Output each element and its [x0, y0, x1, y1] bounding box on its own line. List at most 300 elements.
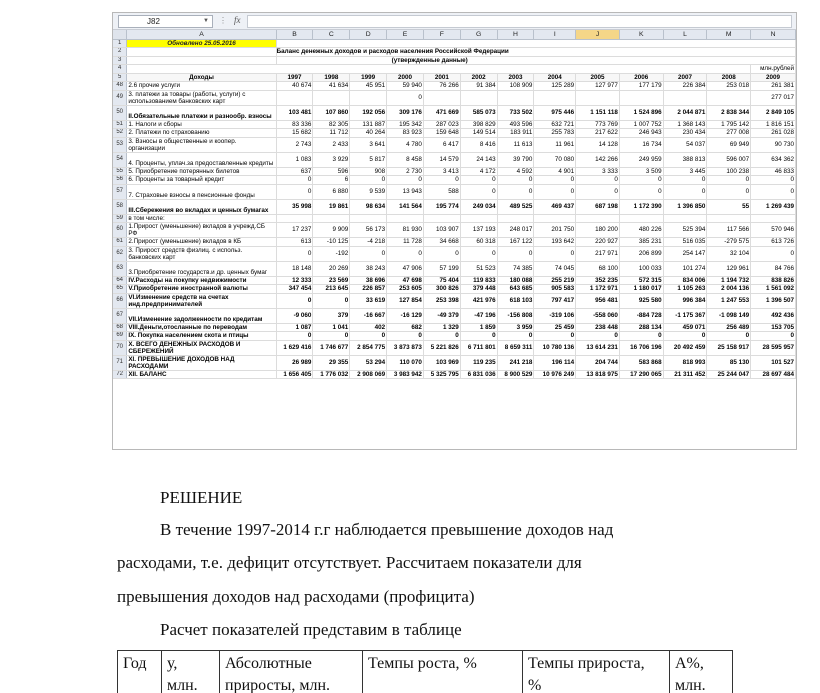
- value-cell[interactable]: 1 180 017: [619, 285, 663, 294]
- value-cell[interactable]: 85 130: [707, 355, 751, 370]
- value-cell[interactable]: 25 158 917: [707, 340, 751, 355]
- value-cell[interactable]: 398 829: [460, 120, 497, 129]
- sheet-title-cell[interactable]: Баланс денежных доходов и расходов населения Российской Федерации: [276, 48, 795, 57]
- value-cell[interactable]: 74 045: [534, 261, 576, 276]
- value-cell[interactable]: 103 969: [423, 355, 460, 370]
- value-cell[interactable]: 733 502: [497, 105, 534, 120]
- value-cell[interactable]: 16 706 196: [619, 340, 663, 355]
- row-number[interactable]: 66: [113, 293, 127, 308]
- value-cell[interactable]: 643 685: [497, 285, 534, 294]
- value-cell[interactable]: [497, 90, 534, 105]
- value-cell[interactable]: 0: [576, 176, 620, 185]
- value-cell[interactable]: 1 151 118: [576, 105, 620, 120]
- value-cell[interactable]: -319 106: [534, 308, 576, 323]
- value-cell[interactable]: [534, 214, 576, 223]
- value-cell[interactable]: 11 712: [313, 129, 350, 138]
- value-cell[interactable]: 3 959: [497, 323, 534, 332]
- value-cell[interactable]: 1 795 142: [707, 120, 751, 129]
- row-number[interactable]: 68: [113, 323, 127, 332]
- value-cell[interactable]: 195 774: [423, 199, 460, 214]
- value-cell[interactable]: 253 398: [423, 293, 460, 308]
- value-cell[interactable]: 834 006: [663, 276, 707, 285]
- value-cell[interactable]: 29 355: [313, 355, 350, 370]
- value-cell[interactable]: 3 509: [619, 167, 663, 176]
- value-cell[interactable]: 905 583: [534, 285, 576, 294]
- value-cell[interactable]: 773 769: [576, 120, 620, 129]
- value-cell[interactable]: 193 642: [534, 238, 576, 247]
- row-number[interactable]: 67: [113, 308, 127, 323]
- value-cell[interactable]: 682: [387, 323, 424, 332]
- row-label-cell[interactable]: VIII.Деньги,отосланные по переводам: [127, 323, 276, 332]
- value-cell[interactable]: 195 342: [387, 120, 424, 129]
- value-cell[interactable]: [707, 214, 751, 223]
- value-cell[interactable]: 6 880: [313, 184, 350, 199]
- row-label-cell[interactable]: 5. Приобретение потерянных билетов: [127, 167, 276, 176]
- row-number[interactable]: 59: [113, 214, 127, 223]
- column-header-b[interactable]: B: [276, 30, 313, 39]
- value-cell[interactable]: 0: [534, 184, 576, 199]
- value-cell[interactable]: 1 816 151: [751, 120, 796, 129]
- value-cell[interactable]: -884 728: [619, 308, 663, 323]
- row-number[interactable]: 54: [113, 152, 127, 167]
- value-cell[interactable]: 797 417: [534, 293, 576, 308]
- value-cell[interactable]: 6 711 801: [460, 340, 497, 355]
- value-cell[interactable]: 2 044 871: [663, 105, 707, 120]
- value-cell[interactable]: 261 381: [751, 82, 796, 91]
- value-cell[interactable]: [276, 90, 313, 105]
- value-cell[interactable]: 388 813: [663, 152, 707, 167]
- value-cell[interactable]: 1 172 971: [576, 285, 620, 294]
- value-cell[interactable]: 596: [313, 167, 350, 176]
- value-cell[interactable]: 1 746 677: [313, 340, 350, 355]
- value-cell[interactable]: 287 023: [423, 120, 460, 129]
- row-label-cell[interactable]: в том числе:: [127, 214, 276, 223]
- value-cell[interactable]: -9 060: [276, 308, 313, 323]
- value-cell[interactable]: 613 726: [751, 238, 796, 247]
- value-cell[interactable]: 11 728: [387, 238, 424, 247]
- row-label-cell[interactable]: 3. Прирост средств физлиц. с использ. банковских карт: [127, 246, 276, 261]
- value-cell[interactable]: 572 315: [619, 276, 663, 285]
- column-header-i[interactable]: I: [534, 30, 576, 39]
- value-cell[interactable]: [276, 214, 313, 223]
- value-cell[interactable]: 226 384: [663, 82, 707, 91]
- column-header-k[interactable]: K: [619, 30, 663, 39]
- value-cell[interactable]: 14 579: [423, 152, 460, 167]
- year-header-cell[interactable]: 2009: [751, 73, 796, 82]
- value-cell[interactable]: 75 404: [423, 276, 460, 285]
- value-cell[interactable]: 277 017: [751, 90, 796, 105]
- value-cell[interactable]: 70 080: [534, 152, 576, 167]
- value-cell[interactable]: 4 901: [534, 167, 576, 176]
- row-number[interactable]: 51: [113, 120, 127, 129]
- value-cell[interactable]: 480 226: [619, 223, 663, 238]
- value-cell[interactable]: 213 645: [313, 285, 350, 294]
- value-cell[interactable]: 142 266: [576, 152, 620, 167]
- row-number[interactable]: 71: [113, 355, 127, 370]
- value-cell[interactable]: 3 873 873: [387, 340, 424, 355]
- updated-date-cell[interactable]: Обновлено 25.05.2016: [127, 39, 276, 48]
- value-cell[interactable]: 632 721: [534, 120, 576, 129]
- value-cell[interactable]: 6: [313, 176, 350, 185]
- value-cell[interactable]: 12 333: [276, 276, 313, 285]
- value-cell[interactable]: 2 849 105: [751, 105, 796, 120]
- row-label-cell[interactable]: 2.Прирост (уменьшение) вкладов в КБ: [127, 238, 276, 247]
- value-cell[interactable]: 13 614 231: [576, 340, 620, 355]
- value-cell[interactable]: [460, 214, 497, 223]
- value-cell[interactable]: 1 776 032: [313, 370, 350, 379]
- value-cell[interactable]: -156 808: [497, 308, 534, 323]
- value-cell[interactable]: 4 780: [387, 137, 424, 152]
- row-number[interactable]: 48: [113, 82, 127, 91]
- value-cell[interactable]: 17 290 065: [619, 370, 663, 379]
- value-cell[interactable]: 0: [423, 176, 460, 185]
- row-number[interactable]: 57: [113, 184, 127, 199]
- value-cell[interactable]: 108 909: [497, 82, 534, 91]
- value-cell[interactable]: 238 448: [576, 323, 620, 332]
- value-cell[interactable]: 24 143: [460, 152, 497, 167]
- value-cell[interactable]: 0: [663, 184, 707, 199]
- value-cell[interactable]: 570 946: [751, 223, 796, 238]
- value-cell[interactable]: 204 744: [576, 355, 620, 370]
- value-cell[interactable]: 18 148: [276, 261, 313, 276]
- value-cell[interactable]: 41 634: [313, 82, 350, 91]
- value-cell[interactable]: 0: [663, 332, 707, 341]
- value-cell[interactable]: 81 930: [387, 223, 424, 238]
- value-cell[interactable]: 493 596: [497, 120, 534, 129]
- value-cell[interactable]: 516 035: [663, 238, 707, 247]
- value-cell[interactable]: 206 899: [619, 246, 663, 261]
- value-cell[interactable]: 402: [350, 323, 387, 332]
- value-cell[interactable]: 5 325 795: [423, 370, 460, 379]
- value-cell[interactable]: 10 976 249: [534, 370, 576, 379]
- column-header-n[interactable]: N: [751, 30, 796, 39]
- value-cell[interactable]: 0: [663, 176, 707, 185]
- value-cell[interactable]: 1 041: [313, 323, 350, 332]
- row-label-cell[interactable]: II.Обязательные платежи и разнообр. взносы: [127, 105, 276, 120]
- value-cell[interactable]: -49 379: [423, 308, 460, 323]
- value-cell[interactable]: 14 128: [576, 137, 620, 152]
- fx-icon[interactable]: fx: [234, 15, 241, 25]
- value-cell[interactable]: 33 619: [350, 293, 387, 308]
- value-cell[interactable]: 0: [707, 176, 751, 185]
- value-cell[interactable]: 84 766: [751, 261, 796, 276]
- value-cell[interactable]: 51 523: [460, 261, 497, 276]
- value-cell[interactable]: 0: [276, 246, 313, 261]
- value-cell[interactable]: 2 854 775: [350, 340, 387, 355]
- value-cell[interactable]: 0: [751, 332, 796, 341]
- value-cell[interactable]: 288 134: [619, 323, 663, 332]
- value-cell[interactable]: 0: [576, 184, 620, 199]
- value-cell[interactable]: 0: [387, 246, 424, 261]
- value-cell[interactable]: 585 073: [460, 105, 497, 120]
- value-cell[interactable]: 217 971: [576, 246, 620, 261]
- value-cell[interactable]: 177 179: [619, 82, 663, 91]
- value-cell[interactable]: 4 592: [497, 167, 534, 176]
- value-cell[interactable]: -16 129: [387, 308, 424, 323]
- value-cell[interactable]: 2 730: [387, 167, 424, 176]
- column-header-a[interactable]: A: [127, 30, 276, 39]
- value-cell[interactable]: 38 243: [350, 261, 387, 276]
- row-label-cell[interactable]: 3. Взносы в общественные и коопер. организации: [127, 137, 276, 152]
- value-cell[interactable]: 6 831 036: [460, 370, 497, 379]
- value-cell[interactable]: 9 539: [350, 184, 387, 199]
- row-label-cell[interactable]: XII. БАЛАНС: [127, 370, 276, 379]
- value-cell[interactable]: 469 437: [534, 199, 576, 214]
- column-header-h[interactable]: H: [497, 30, 534, 39]
- value-cell[interactable]: 28 595 957: [751, 340, 796, 355]
- value-cell[interactable]: 0: [534, 176, 576, 185]
- value-cell[interactable]: 0: [350, 176, 387, 185]
- value-cell[interactable]: 1 194 732: [707, 276, 751, 285]
- year-header-cell[interactable]: 1998: [313, 73, 350, 82]
- value-cell[interactable]: 489 525: [497, 199, 534, 214]
- value-cell[interactable]: 53 294: [350, 355, 387, 370]
- value-cell[interactable]: 46 833: [751, 167, 796, 176]
- value-cell[interactable]: 192 056: [350, 105, 387, 120]
- year-header-cell[interactable]: 2008: [707, 73, 751, 82]
- value-cell[interactable]: 0: [460, 184, 497, 199]
- value-cell[interactable]: 82 305: [313, 120, 350, 129]
- value-cell[interactable]: 525 394: [663, 223, 707, 238]
- value-cell[interactable]: 100 033: [619, 261, 663, 276]
- row-label-cell[interactable]: X. ВСЕГО ДЕНЕЖНЫХ РАСХОДОВ И СБЕРЕЖЕНИЙ: [127, 340, 276, 355]
- value-cell[interactable]: 5 221 826: [423, 340, 460, 355]
- value-cell[interactable]: 0: [387, 176, 424, 185]
- row-number[interactable]: 61: [113, 238, 127, 247]
- value-cell[interactable]: 0: [534, 246, 576, 261]
- value-cell[interactable]: 129 961: [707, 261, 751, 276]
- value-cell[interactable]: 20 269: [313, 261, 350, 276]
- row-number[interactable]: 70: [113, 340, 127, 355]
- value-cell[interactable]: [423, 214, 460, 223]
- row-number[interactable]: 60: [113, 223, 127, 238]
- row-number[interactable]: 63: [113, 261, 127, 276]
- value-cell[interactable]: 103 907: [423, 223, 460, 238]
- value-cell[interactable]: 25 459: [534, 323, 576, 332]
- value-cell[interactable]: 183 911: [497, 129, 534, 138]
- value-cell[interactable]: 119 833: [460, 276, 497, 285]
- value-cell[interactable]: 253 018: [707, 82, 751, 91]
- year-header-cell[interactable]: 2006: [619, 73, 663, 82]
- value-cell[interactable]: 596 007: [707, 152, 751, 167]
- column-header-m[interactable]: M: [707, 30, 751, 39]
- value-cell[interactable]: 0: [350, 246, 387, 261]
- value-cell[interactable]: 2 004 136: [707, 285, 751, 294]
- value-cell[interactable]: [576, 90, 620, 105]
- value-cell[interactable]: 421 976: [460, 293, 497, 308]
- value-cell[interactable]: 459 071: [663, 323, 707, 332]
- value-cell[interactable]: 3 413: [423, 167, 460, 176]
- value-cell[interactable]: 253 605: [387, 285, 424, 294]
- row-label-cell[interactable]: IX. Покупка населением скота и птицы: [127, 332, 276, 341]
- sheet-subtitle-cell[interactable]: (утвержденные данные): [276, 56, 795, 65]
- value-cell[interactable]: 0: [619, 184, 663, 199]
- value-cell[interactable]: 2 433: [313, 137, 350, 152]
- value-cell[interactable]: 54 037: [663, 137, 707, 152]
- value-cell[interactable]: [534, 90, 576, 105]
- value-cell[interactable]: 0: [276, 184, 313, 199]
- value-cell[interactable]: 47 906: [387, 261, 424, 276]
- value-cell[interactable]: [619, 214, 663, 223]
- value-cell[interactable]: 91 384: [460, 82, 497, 91]
- value-cell[interactable]: 0: [313, 332, 350, 341]
- chevron-down-icon[interactable]: ▼: [203, 18, 209, 24]
- row-label-cell[interactable]: 6. Проценты за товарный кредит: [127, 176, 276, 185]
- value-cell[interactable]: 1 083: [276, 152, 313, 167]
- value-cell[interactable]: 180 088: [497, 276, 534, 285]
- row-label-cell[interactable]: IV.Расходы на покупку недвижимости: [127, 276, 276, 285]
- value-cell[interactable]: -1 098 149: [707, 308, 751, 323]
- row-label-cell[interactable]: XI. ПРЕВЫШЕНИЕ ДОХОДОВ НАД РАСХОДАМИ: [127, 355, 276, 370]
- value-cell[interactable]: -279 575: [707, 238, 751, 247]
- value-cell[interactable]: 125 289: [534, 82, 576, 91]
- year-header-cell[interactable]: 2001: [423, 73, 460, 82]
- value-cell[interactable]: 2 838 344: [707, 105, 751, 120]
- value-cell[interactable]: [387, 214, 424, 223]
- value-cell[interactable]: 687 198: [576, 199, 620, 214]
- value-cell[interactable]: [313, 214, 350, 223]
- value-cell[interactable]: 131 887: [350, 120, 387, 129]
- value-cell[interactable]: 241 218: [497, 355, 534, 370]
- value-cell[interactable]: [350, 90, 387, 105]
- value-cell[interactable]: 5 817: [350, 152, 387, 167]
- value-cell[interactable]: 818 993: [663, 355, 707, 370]
- select-all-corner[interactable]: [113, 30, 127, 39]
- value-cell[interactable]: 0: [423, 246, 460, 261]
- value-cell[interactable]: 103 481: [276, 105, 313, 120]
- value-cell[interactable]: 10 780 136: [534, 340, 576, 355]
- value-cell[interactable]: 1 105 263: [663, 285, 707, 294]
- row-number[interactable]: 58: [113, 199, 127, 214]
- value-cell[interactable]: 55: [707, 199, 751, 214]
- value-cell[interactable]: [423, 90, 460, 105]
- value-cell[interactable]: 56 173: [350, 223, 387, 238]
- row-label-cell[interactable]: 3. платежи за товары (работы, услуги) с использованием банковских карт: [127, 90, 276, 105]
- year-header-cell[interactable]: 2007: [663, 73, 707, 82]
- value-cell[interactable]: 1 561 092: [751, 285, 796, 294]
- value-cell[interactable]: 249 959: [619, 152, 663, 167]
- value-cell[interactable]: 13 818 975: [576, 370, 620, 379]
- value-cell[interactable]: 1 396 850: [663, 199, 707, 214]
- value-cell[interactable]: 3 445: [663, 167, 707, 176]
- value-cell[interactable]: 637: [276, 167, 313, 176]
- value-cell[interactable]: 149 514: [460, 129, 497, 138]
- value-cell[interactable]: 110 070: [387, 355, 424, 370]
- value-cell[interactable]: 8 900 529: [497, 370, 534, 379]
- value-cell[interactable]: 254 147: [663, 246, 707, 261]
- row-number[interactable]: 49: [113, 90, 127, 105]
- value-cell[interactable]: 1 368 143: [663, 120, 707, 129]
- value-cell[interactable]: [460, 90, 497, 105]
- row-label-cell[interactable]: III.Сбережения во вкладах и ценных бумагах: [127, 199, 276, 214]
- year-header-cell[interactable]: 2002: [460, 73, 497, 82]
- value-cell[interactable]: 201 750: [534, 223, 576, 238]
- value-cell[interactable]: 107 860: [313, 105, 350, 120]
- value-cell[interactable]: [313, 90, 350, 105]
- column-header-j[interactable]: J: [576, 30, 620, 39]
- value-cell[interactable]: 11 613: [497, 137, 534, 152]
- row-number[interactable]: 50: [113, 105, 127, 120]
- value-cell[interactable]: 1 007 752: [619, 120, 663, 129]
- value-cell[interactable]: 0: [576, 332, 620, 341]
- value-cell[interactable]: 0: [276, 176, 313, 185]
- value-cell[interactable]: 180 200: [576, 223, 620, 238]
- column-header-e[interactable]: E: [387, 30, 424, 39]
- row-label-cell[interactable]: 2. Платежи по страхованию: [127, 129, 276, 138]
- value-cell[interactable]: 0: [387, 90, 424, 105]
- value-cell[interactable]: 230 434: [663, 129, 707, 138]
- value-cell[interactable]: 8 458: [387, 152, 424, 167]
- row-number[interactable]: 55: [113, 167, 127, 176]
- value-cell[interactable]: 90 730: [751, 137, 796, 152]
- value-cell[interactable]: 249 034: [460, 199, 497, 214]
- value-cell[interactable]: 0: [707, 184, 751, 199]
- value-cell[interactable]: 119 235: [460, 355, 497, 370]
- value-cell[interactable]: 74 385: [497, 261, 534, 276]
- value-cell[interactable]: 0: [423, 332, 460, 341]
- value-cell[interactable]: 57 199: [423, 261, 460, 276]
- value-cell[interactable]: 153 705: [751, 323, 796, 332]
- value-cell[interactable]: 38 696: [350, 276, 387, 285]
- value-cell[interactable]: 956 481: [576, 293, 620, 308]
- value-cell[interactable]: 588: [423, 184, 460, 199]
- value-cell[interactable]: -47 196: [460, 308, 497, 323]
- value-cell[interactable]: 159 648: [423, 129, 460, 138]
- value-cell[interactable]: 1 329: [423, 323, 460, 332]
- value-cell[interactable]: 248 017: [497, 223, 534, 238]
- value-cell[interactable]: 6 417: [423, 137, 460, 152]
- value-cell[interactable]: 101 527: [751, 355, 796, 370]
- year-header-cell[interactable]: 2005: [576, 73, 620, 82]
- value-cell[interactable]: 137 193: [460, 223, 497, 238]
- row-label-cell[interactable]: V.Приобретение иностранной валюты: [127, 285, 276, 294]
- value-cell[interactable]: 28 697 484: [751, 370, 796, 379]
- value-cell[interactable]: [751, 214, 796, 223]
- value-cell[interactable]: 0: [751, 246, 796, 261]
- value-cell[interactable]: 2 908 069: [350, 370, 387, 379]
- value-cell[interactable]: 300 826: [423, 285, 460, 294]
- value-cell[interactable]: 618 103: [497, 293, 534, 308]
- value-cell[interactable]: 0: [387, 332, 424, 341]
- value-cell[interactable]: 0: [497, 176, 534, 185]
- value-cell[interactable]: 9 909: [313, 223, 350, 238]
- value-cell[interactable]: 15 682: [276, 129, 313, 138]
- value-cell[interactable]: 83 923: [387, 129, 424, 138]
- value-cell[interactable]: 255 219: [534, 276, 576, 285]
- row-label-cell[interactable]: 7. Страховые взносы в пенсионные фонды: [127, 184, 276, 199]
- value-cell[interactable]: 1 859: [460, 323, 497, 332]
- name-box[interactable]: [118, 15, 213, 28]
- value-cell[interactable]: 0: [751, 176, 796, 185]
- year-header-cell[interactable]: 1997: [276, 73, 313, 82]
- value-cell[interactable]: 1 524 896: [619, 105, 663, 120]
- value-cell[interactable]: 583 868: [619, 355, 663, 370]
- value-cell[interactable]: 0: [497, 184, 534, 199]
- value-cell[interactable]: 60 318: [460, 238, 497, 247]
- value-cell[interactable]: 0: [534, 332, 576, 341]
- value-cell[interactable]: 117 566: [707, 223, 751, 238]
- column-header-d[interactable]: D: [350, 30, 387, 39]
- value-cell[interactable]: 39 790: [497, 152, 534, 167]
- value-cell[interactable]: 217 622: [576, 129, 620, 138]
- row-number[interactable]: 53: [113, 137, 127, 152]
- year-header-cell[interactable]: 2000: [387, 73, 424, 82]
- value-cell[interactable]: 21 311 452: [663, 370, 707, 379]
- value-cell[interactable]: 13 943: [387, 184, 424, 199]
- value-cell[interactable]: 59 940: [387, 82, 424, 91]
- value-cell[interactable]: 0: [276, 293, 313, 308]
- value-cell[interactable]: 127 977: [576, 82, 620, 91]
